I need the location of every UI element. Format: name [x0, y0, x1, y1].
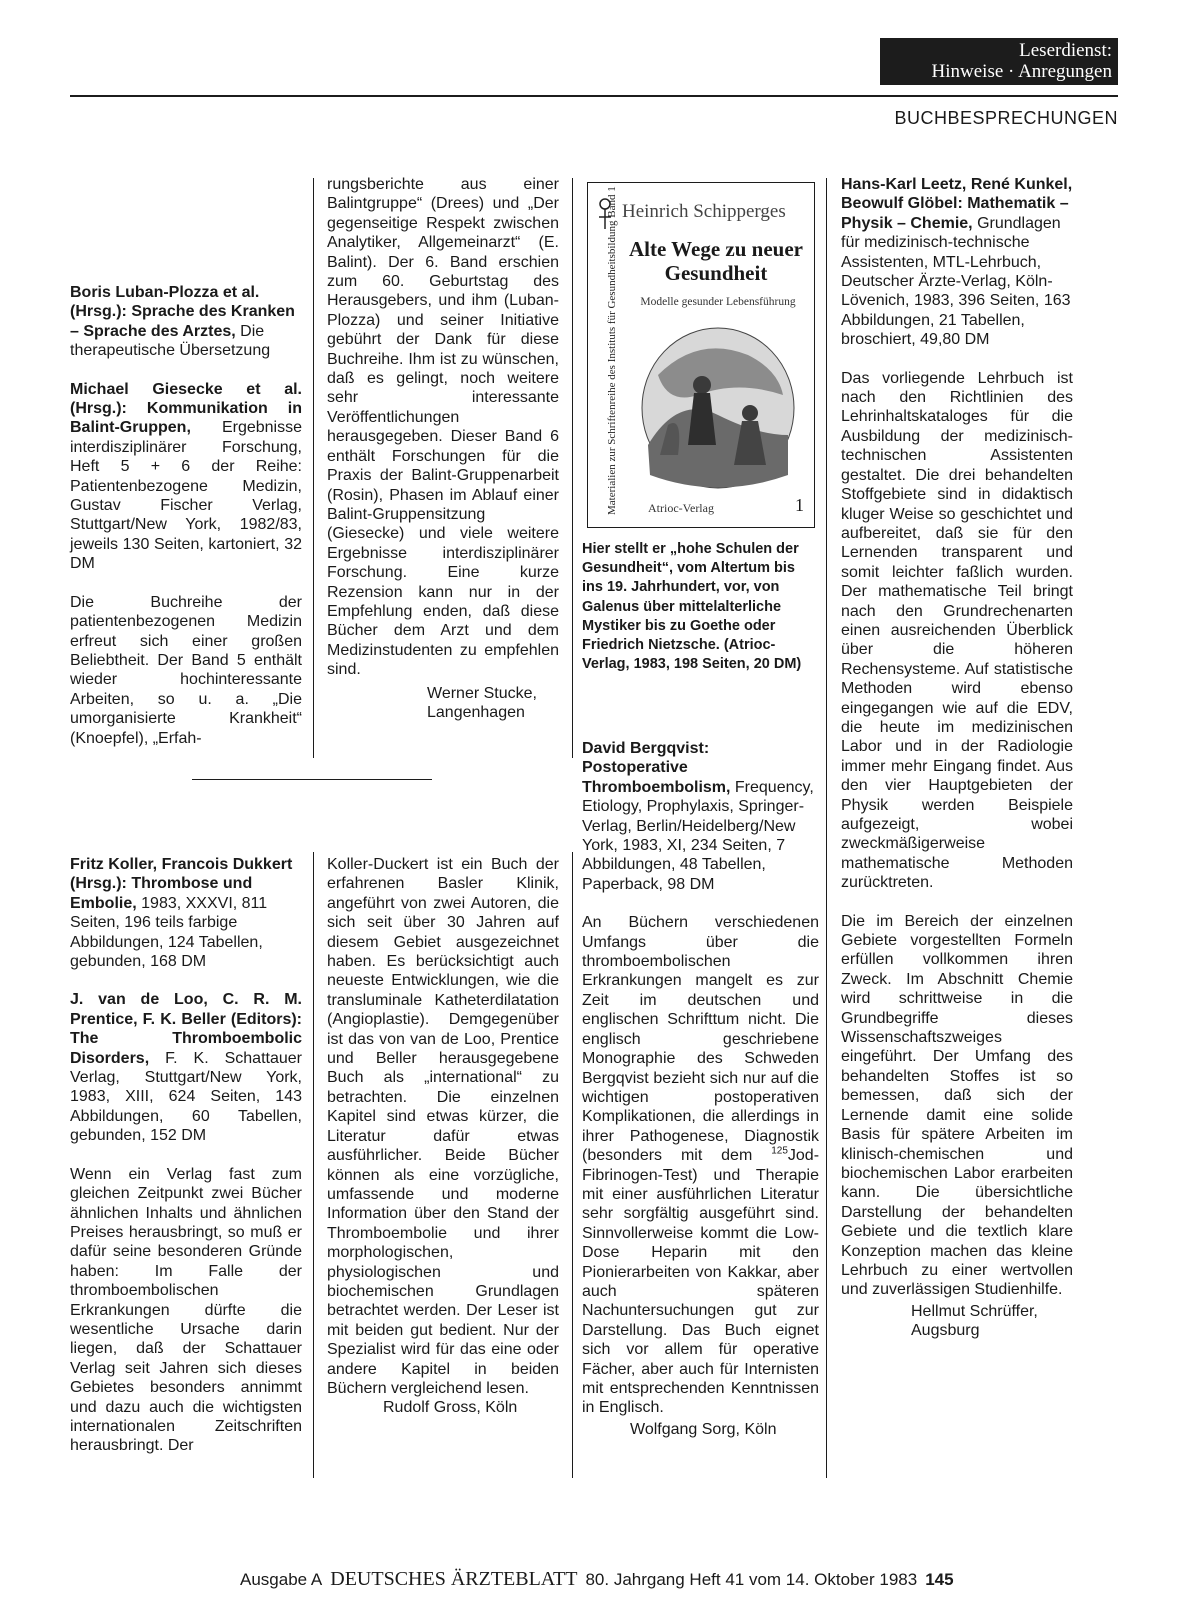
book-entry-bergqvist: [582, 739, 819, 894]
cover-spine-text: Materialien zur Schriftenreihe des Instituts für Gesundheitsbildung Band 1: [606, 186, 618, 515]
cover-author: Heinrich Schipperges: [622, 201, 786, 222]
review-text-leetz-2: Die im Bereich der einzelnen Gebiete vorgestellten Formeln erfüllen vollkommen ihren Zweck. Im Abschnitt Chemie wird schrittweise in die Grundbegriffe dieses Wissenschaftszweiges eingeführt. Der Umfang des behandelten Stoffes ist so bemessen, daß sich der Lernende damit eine solide Basis für spätere Arbeiten im klinisch-chemischen und biochemischen Labor erarbeiten kann. Die übersichtliche Darstellung der behandelten Gebiete und die textlich klare Konzeption machen das kleine Lehrbuch zu einer wertvollen und zuverlässigen Studienhilfe.: [841, 912, 1073, 1299]
reviewer-city: Augsburg: [911, 1322, 980, 1340]
book-title-giesecke: Michael Giesecke et al. (Hrsg.): Kommunikation in Balint-Gruppen,: [70, 380, 302, 437]
cover-engraving-illustration: [638, 325, 798, 491]
column-rule: [826, 178, 827, 1478]
book-details-bergqvist: Frequency, Etiology, Prophylaxis, Springer-Verlag, Berlin/Heidelberg/New York, 1983, XI, 234 Seiten, 7 Abbildungen, 48 Tabellen, Paperback, 98 DM: [582, 778, 814, 893]
column-rule: [313, 178, 314, 758]
review-koller-vandeloo: [70, 855, 302, 1475]
book-entry-luban: [70, 283, 302, 361]
column-rule: [572, 852, 573, 1478]
reviewer-signature-gross: Rudolf Gross, Köln: [383, 1399, 518, 1417]
review-text-thrombosis-2: Koller-Duckert ist ein Buch der erfahrenen Basler Klinik, angeführt von zwei Autoren, die sich seit über 30 Jahren auf diesem Gebiet ausgezeichnet haben. Es berücksichtigt auch neueste Entwicklungen, wie die transluminale Katheterdilatation (Angioplastie). Demgegenüber ist das von van de Loo, Prentice und Beller herausgegebene Buch als „international“ zu betrachten. Die einzelnen Kapitel sind etwas kürzer, die Literatur dafür etwas ausführlicher. Beide Bücher können als eine vorzügliche, umfassende und moderne Information über den Stand der Thromboembolie und ihrer morphologischen, physiologischen und biochemischen Grundlagen betrachtet werden. Der Leser ist mit beiden gut bedient. Nur der Spezialist wird für das eine oder andere Kapitel in beiden Büchern vergleichend lesen.: [327, 856, 559, 1397]
book-title-vandeloo: J. van de Loo, C. R. M. Prentice, F. K. Beller (Editors): The Thromboembolic Disorders,: [70, 991, 302, 1067]
book-entry-leetz: [841, 175, 1073, 350]
reviewer-name: Werner Stucke,: [427, 684, 537, 702]
header-rule: [70, 95, 1118, 97]
book-title-leetz: Hans-Karl Leetz, René Kunkel, Beowulf Glöbel: Mathematik – Physik – Chemie,: [841, 176, 1073, 232]
reviewer-signature-stucke: [327, 684, 559, 723]
page-footer: [240, 1568, 954, 1591]
caduceus-icon: [594, 195, 616, 231]
book-title-luban: Boris Luban-Plozza et al. (Hrsg.): Sprache des Kranken – Sprache des Arztes,: [70, 284, 295, 340]
book-details-luban: Die therapeutische Übersetzung: [70, 322, 271, 360]
book-details-giesecke: Ergebnisse interdisziplinärer Forschung, Heft 5 + 6 der Reihe: Patientenbezogene Medizin, Gustav Fischer Verlag, Stuttgart/New York, 1982/83, jeweils 130 Seiten, kartoniert, 32 DM: [70, 419, 302, 573]
badge-line-2: Hinweise · Anregungen: [931, 61, 1112, 82]
review-bergqvist: [582, 739, 819, 1439]
page-number: 145: [925, 1570, 954, 1589]
footer-issue: 80. Jahrgang Heft 41 vom 14. Oktober 1983: [585, 1570, 918, 1589]
footer-magazine: DEUTSCHES ÄRZTEBLATT: [330, 1568, 578, 1590]
book-entry-giesecke: [70, 380, 302, 574]
cover-subtitle: Modelle gesunder Lebensführung: [640, 296, 796, 308]
reviewer-signature-schrueffer: [841, 1302, 1073, 1341]
book-details-leetz: Grundlagen für medizinisch-technische Assistenten, MTL-Lehrbuch, Deutscher Ärzte-Verlag, Köln-Lövenich, 1983, 396 Seiten, 163 Abbildungen, 21 Tabellen, broschiert, 49,80 DM: [841, 214, 1071, 349]
review-leetz: [841, 175, 1073, 1341]
review-text-thrombosis-1: Wenn ein Verlag fast zum gleichen Zeitpunkt zwei Bücher ähnlichen Inhalts und ähnlichen Preises herausbringt, so muß er dafür seine besonderen Gründe haben: Im Falle der thromboembolischen Erkrankungen dürfte die wesentliche Ursache darin liegen, daß der Schattauer Verlag seit Jahren sich dieses Gebietes besonders annimmt und dazu auch die wichtigsten internationalen Zeitschriften herausbringt. Der: [70, 1165, 302, 1455]
book-title-bergqvist: David Bergqvist: Postoperative Thromboembolism,: [582, 740, 731, 796]
cover-title: Alte Wege zu neuer Gesundheit: [629, 237, 803, 285]
badge-line-1: Leserdienst:: [1019, 40, 1112, 61]
book-cover-image: [587, 182, 815, 528]
cover-volume: 1: [795, 495, 804, 515]
review-text-balint-2: rungsberichte aus einer Balintgruppe“ (Drees) und „Der gegenseitige Respekt zwischen Analytiker, Allgemeinarzt“ (E. Balint). Der 6. Band erschien zum 60. Geburtstag des Herausgebers, und ihm (Luban-Plozza) und seiner Initiative gebührt der Dank für diese Buchreihe. Ihm ist zu wünschen, daß es gelingt, noch weitere sehr interessante Veröffentlichungen herausgegeben. Dieser Band 6 enthält Forschungen für die Praxis der Balint-Gruppenarbeit (Rosin), Phasen im Ablauf einer Balint-Gruppensitzung (Giesecke) und viele weitere Ergebnisse interdisziplinärer Forschung. Eine kurze Rezension kann nur in der Empfehlung enden, daß diese Bücher dem Arzt und dem Medizinstudenten zu empfehlen sind.: [327, 176, 559, 679]
cover-publisher: Atrioc-Verlag: [648, 501, 714, 515]
section-separator: [192, 779, 432, 780]
isotope-superscript: 125: [771, 1145, 788, 1157]
book-entry-vandeloo: [70, 990, 302, 1145]
book-details-koller: 1983, XXXVI, 811 Seiten, 196 teils farbige Abbildungen, 124 Tabellen, gebunden, 168 DM: [70, 894, 268, 971]
book-details-vandeloo: F. K. Schattauer Verlag, Stuttgart/New York, 1983, XIII, 624 Seiten, 143 Abbildungen, 60 Tabellen, gebunden, 152 DM: [70, 1049, 302, 1145]
review-luban-giesecke: [70, 283, 302, 767]
review-thrombosis-continued: [327, 855, 559, 1418]
review-text-balint-1: Die Buchreihe der patientenbezogenen Medizin erfreut sich einer großen Beliebtheit. Der Band 5 enthält wieder hochinteressante Arbeiten, so u. a. „Die umorganisierte Krankheit“ (Knoepfel), „Erfah-: [70, 593, 302, 747]
section-badge: [880, 38, 1118, 85]
reviewer-signature-sorg: Wolfgang Sorg, Köln: [630, 1420, 777, 1438]
cover-caption: Hier stellt er „hohe Schulen der Gesundheit“, vom Altertum bis ins 19. Jahrhundert, vor, von Galenus über mittelalterliche Mystiker bis zu Goethe oder Friedrich Nietzsche. (Atrioc-Verlag, 1983, 198 Seiten, 20 DM): [582, 541, 802, 673]
review-balint-continued: [327, 175, 559, 722]
column-rule: [313, 852, 314, 1478]
review-text-bergqvist: An Büchern verschiedenen Umfangs über die thromboembolischen Erkrankungen mangelt es zur Zeit im deutschen und englischen Schrifttum nicht. Die englisch geschriebene Monographie des Schweden Bergqvist bezieht sich nur auf die wichtigen postoperativen Komplikationen, die allerdings in ihrer Pathogenese, Diagnostik (besonders mit dem $^{125}$Jod-Fibrinogen-Test) und Therapie mit einer ausführlichen Literatur sehr sorgfältig ausgeführt sind. Sinnvollerweise kommt die Low-Dose Heparin mit den Pionierarbeiten von Kakkar, aber auch späteren Nachuntersuchungen gut zur Darstellung. Das Buch eignet sich vor allem für operative Fächer, aber auch für Internisten mit entsprechenden Kenntnissen in Englisch.: [582, 914, 820, 1417]
book-title-koller: Fritz Koller, Francois Dukkert (Hrsg.): Thrombose und Embolie,: [70, 856, 293, 912]
footer-edition: Ausgabe A: [240, 1570, 323, 1589]
reviewer-city: Langenhagen: [427, 703, 525, 721]
book-entry-koller: [70, 855, 302, 971]
review-text-leetz-1: Das vorliegende Lehrbuch ist nach den Richtlinien des Lehrinhaltskataloges für die Ausbildung der medizinisch-technischen Assistenten gestaltet. Die drei behandelten Stoffgebiete sind in didaktisch kluger Weise so geschichtet und aufbereitet, daß sie für den Lernenden transparent und somit leichter faßlich wurden. Der mathematische Teil bringt nach den Grundrechenarten einen ausreichenden Überblick über die höheren Rechensysteme. Auf statistische Methoden wird ebenso eingegangen wie auf die EDV, die heute im medizinischen Labor und in der Radiologie immer mehr Eingang findet. Aus den vier Hauptgebieten der Physik werden Beispiele aufgezeigt, wobei zweckmäßigerweise mathematische Methoden zurücktreten.: [841, 369, 1073, 892]
reviewer-name: Hellmut Schrüffer,: [911, 1302, 1038, 1320]
column-rule: [572, 178, 573, 758]
section-title: BUCHBESPRECHUNGEN: [894, 108, 1118, 128]
